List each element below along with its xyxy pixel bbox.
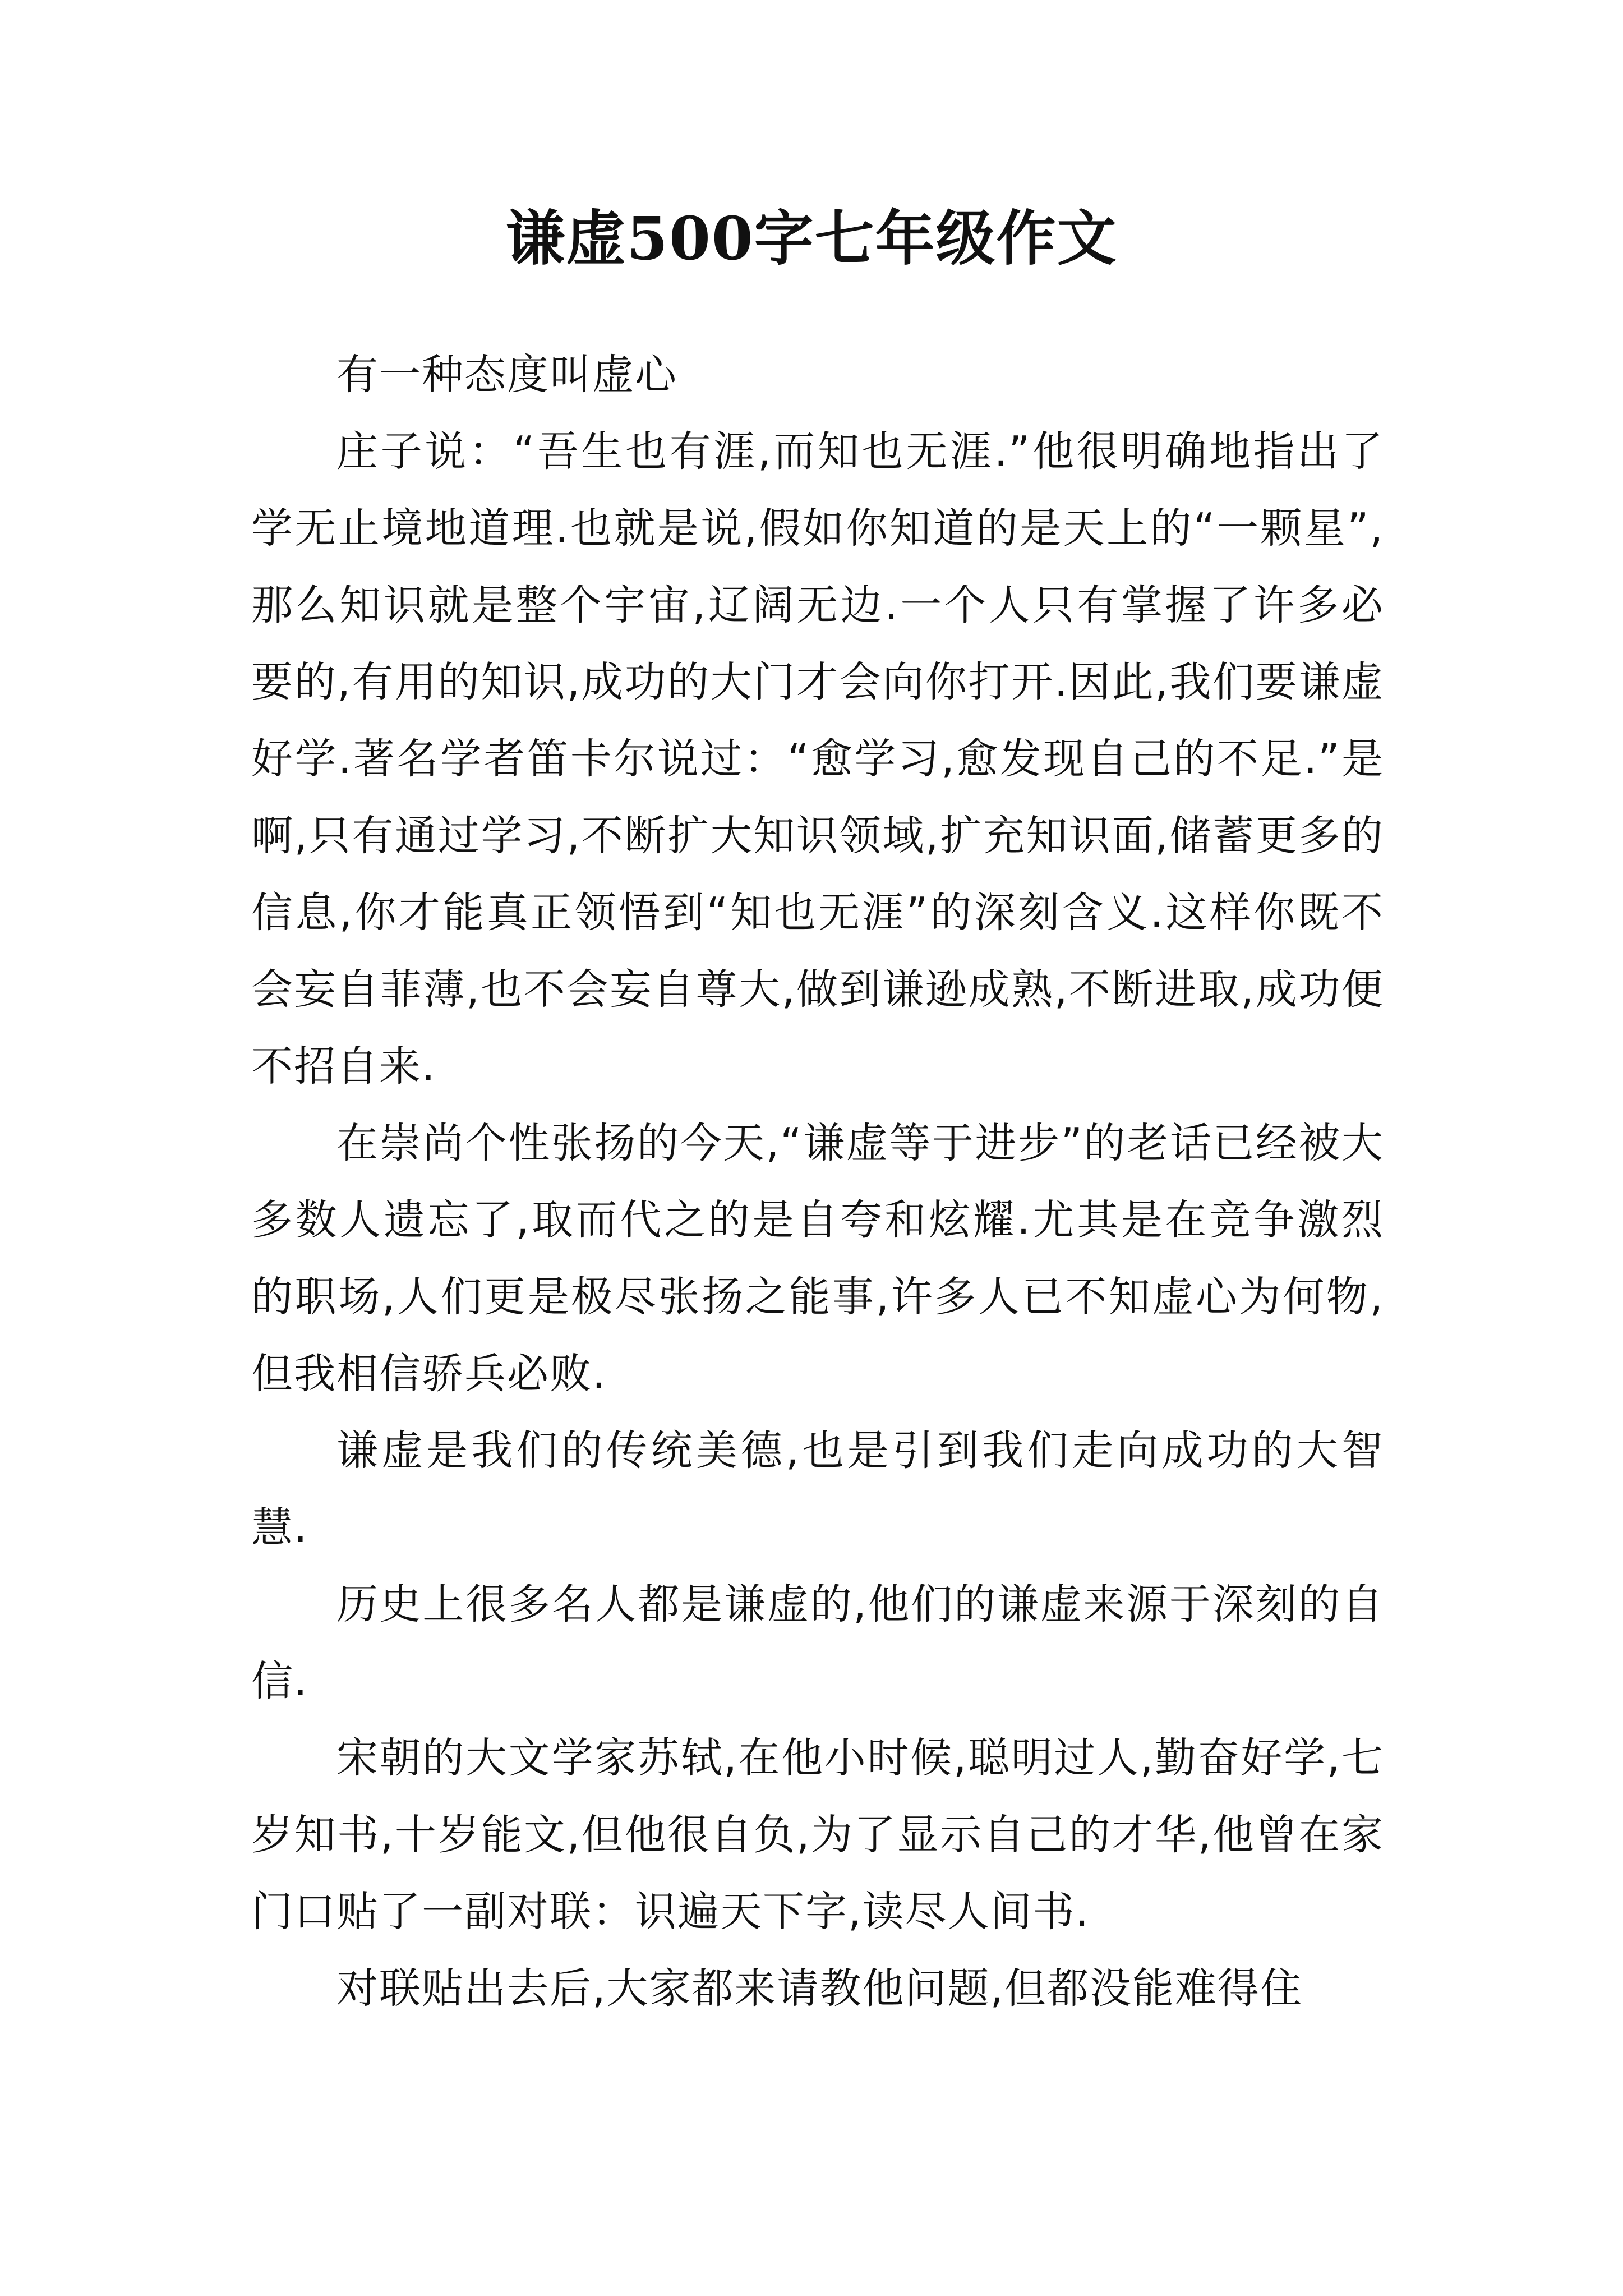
paragraph: 有一种态度叫虚心 [336,351,677,399]
paragraph: 宋朝的大文学家苏轼,在他小时候,聪明过人,勤奋好学,七岁知书,十岁能文,但他很自负,为了显示自己的才华,他曾在家门口贴了一副对联：识遍天下字,读尽人间书. [251,1734,1384,1936]
paragraph: 庄子说：“吾生也有涯,而知也无涯.”他很明确地指出了学无止境地道理.也就是说,假如你知道的是天上的“一颗星”,那么知识就是整个宇宙,辽阔无边.一个人只有掌握了许多必要的,有用的知识,成功的大门才会向你打开.因此,我们要谦虚好学.著名学者笛卡尔说过：“愈学习,愈发现自己的不足.”是啊,只有通过学习,不断扩大知识领域,扩充知识面,储蓄更多的信息,你才能真正领悟到“知也无涯”的深刻含义.这样你既不会妄自菲薄,也不会妄自尊大,做到谦逊成熟,不断进取,成功便不招自来. [251,427,1384,1091]
document-title: 谦虚500字七年级作文 [505,203,1118,273]
paragraph: 在崇尚个性张扬的今天,“谦虚等于进步”的老话已经被大多数人遗忘了,取而代之的是自夸和炫耀.尤其是在竞争激烈的职场,人们更是极尽张扬之能事,许多人已不知虚心为何物,但我相信骄兵必败. [251,1119,1384,1398]
document-body [251,337,1384,2027]
paragraph: 对联贴出去后,大家都来请教他问题,但都没能难得住 [336,1964,1303,2013]
paragraph: 历史上很多名人都是谦虚的,他们的谦虚来源于深刻的自信. [251,1580,1384,1705]
paragraph: 谦虚是我们的传统美德,也是引到我们走向成功的大智慧. [251,1427,1384,1552]
